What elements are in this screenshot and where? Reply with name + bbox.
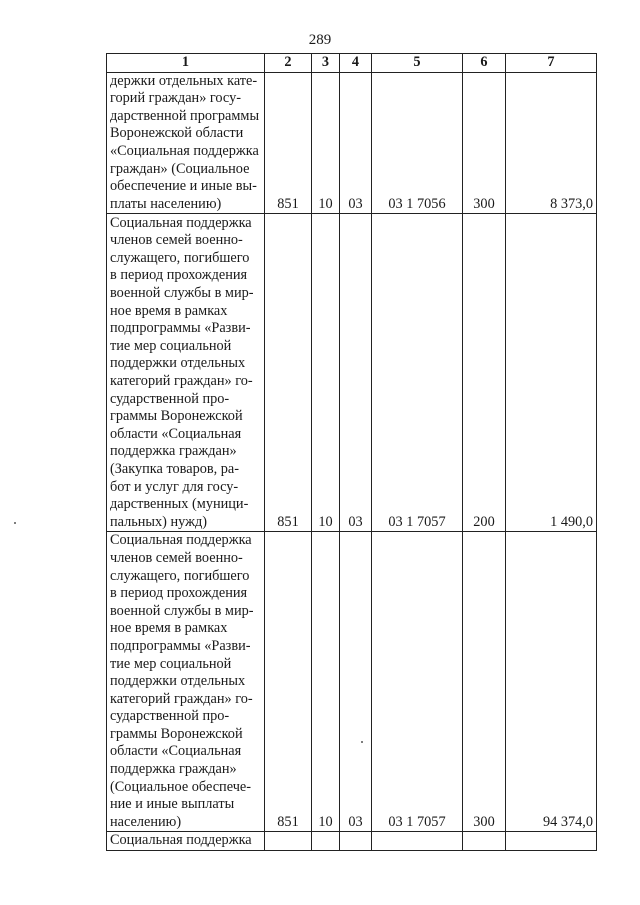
cell-col6: 200 [463, 214, 506, 532]
cell-col5: 03 1 7057 [372, 532, 463, 832]
cell-col3: 10 [312, 532, 340, 832]
cell-col2: 851 [265, 532, 312, 832]
cell-col3: 10 [312, 214, 340, 532]
column-header: 4 [340, 54, 372, 73]
row-description: Социальная поддержка [107, 832, 265, 851]
cell-col7: 8 373,0 [506, 72, 597, 214]
row-description: Социальная поддержка членов семей военно- служащего, погибшего в период прохождения военной службы в мир- ное время в рамках подпрограммы «Разви- тие мер социальной поддержки отдельных категорий граждан» го- сударственной про- граммы Воронежской области «Социальная поддержка граждан» (Закупка товаров, ра- бот и услуг для госу- дарственных (муници- пальных) нужд) [107, 214, 265, 532]
table-row [107, 214, 597, 532]
row-description: держки отдельных кате- горий граждан» госу- дарственной программы Воронежской области «Социальная поддержка граждан» (Социальное обеспечение и иные вы- платы населению) [107, 72, 265, 214]
scan-speck [361, 741, 363, 743]
cell-col6 [463, 832, 506, 851]
column-header: 2 [265, 54, 312, 73]
cell-col6: 300 [463, 532, 506, 832]
column-header: 5 [372, 54, 463, 73]
cell-col2: 851 [265, 72, 312, 214]
table-row [107, 72, 597, 214]
table-header-row [107, 54, 597, 73]
cell-col5: 03 1 7057 [372, 214, 463, 532]
scan-speck [14, 522, 16, 524]
cell-col4: 03 [340, 214, 372, 532]
cell-col2: 851 [265, 214, 312, 532]
cell-col3 [312, 832, 340, 851]
column-header: 3 [312, 54, 340, 73]
budget-table [106, 53, 597, 851]
cell-col3: 10 [312, 72, 340, 214]
cell-col5: 03 1 7056 [372, 72, 463, 214]
page-number: 289 [308, 32, 332, 48]
cell-col4: 03 [340, 532, 372, 832]
cell-col7 [506, 832, 597, 851]
cell-col5 [372, 832, 463, 851]
column-header: 6 [463, 54, 506, 73]
table-row [107, 532, 597, 832]
cell-col4: 03 [340, 72, 372, 214]
cell-col4 [340, 832, 372, 851]
row-description: Социальная поддержка членов семей военно- служащего, погибшего в период прохождения военной службы в мир- ное время в рамках подпрограммы «Разви- тие мер социальной поддержки отдельных категорий граждан» го- сударственной про- граммы Воронежской области «Социальная поддержка граждан» (Социальное обеспече- ние и иные выплаты населению) [107, 532, 265, 832]
cell-col6: 300 [463, 72, 506, 214]
cell-col7: 94 374,0 [506, 532, 597, 832]
column-header: 1 [107, 54, 265, 73]
table-row [107, 832, 597, 851]
column-header: 7 [506, 54, 597, 73]
cell-col7: 1 490,0 [506, 214, 597, 532]
cell-col2 [265, 832, 312, 851]
